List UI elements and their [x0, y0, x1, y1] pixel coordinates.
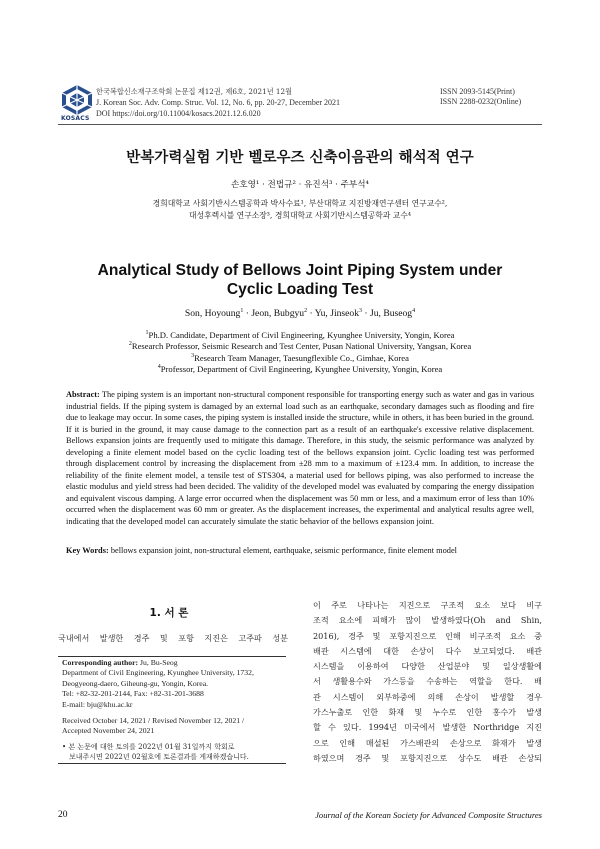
right-line-7: 관 시스템이 외부하중에 의해 손상이 발생할 경우	[313, 691, 542, 702]
journal-name-en: J. Korean Soc. Adv. Comp. Struc. Vol. 12, No. 6, pp. 20-27, December 2021	[96, 98, 341, 107]
author-3: Yu, Jinseok$^3$	[314, 307, 362, 319]
corresponding-email[interactable]: E-mail: bju@khu.ac.kr	[62, 699, 133, 709]
right-line-8: 가스누출로 인한 화재 및 누수로 인한 홍수가 발생	[313, 707, 542, 718]
corresponding-line-3: Tel: +82-32-201-2144, Fax: +82-31-201-3688	[62, 689, 204, 699]
right-line-10: 으로 인해 매설된 가스배관의 손상으로 화재가 발생	[313, 737, 542, 748]
right-line-5: 시스템을 이용하여 다양한 산업분야 및 일상생활에	[313, 661, 542, 672]
corresponding-rule	[58, 656, 286, 657]
section-heading-introduction: 1. 서 론	[149, 607, 189, 619]
intro-first-line: 국내에서 발생한 경주 및 포항 지진은 고주파 성분	[58, 633, 288, 643]
issn-print: ISSN 2093-5145(Print)	[440, 87, 515, 96]
right-line-1: 이 주로 나타나는 지진으로 구조적 요소 보다 비구	[313, 600, 542, 610]
doi[interactable]: DOI https://doi.org/10.11004/kosacs.2021.12.6.020	[96, 109, 261, 118]
corresponding-name: Ju, Bu-Seog	[140, 658, 178, 667]
journal-name-kr: 한국복합신소재구조학회 논문집 제12권, 제6호, 2021년 12월	[96, 87, 293, 96]
footer-journal-name: Journal of the Korean Society for Advanced Composite Structures	[315, 810, 542, 820]
right-line-9: 할 수 있다. 1994년 미국에서 발생한 Northridge 지진	[313, 722, 542, 733]
author-4: Ju, Buseog$^4$	[370, 307, 416, 319]
affiliation-2: $^2$Research Professor, Seismic Research and Test Center, Pusan National University, Yangsan, Korea	[128, 341, 472, 352]
korean-affiliation-1: 경희대학교 사회기반시스템공학과 박사수료¹, 부산대학교 지진방재연구센터 연구교수²,	[152, 199, 448, 208]
keywords	[66, 546, 534, 555]
note-rule	[58, 763, 286, 764]
affiliation-4: $^4$Professor, Department of Civil Engineering, Kyunghee University, Yongin, Korea	[157, 363, 443, 374]
corresponding-label: Corresponding author:	[62, 658, 139, 667]
english-authors: Son, Hoyoung$^1$ · Jeon, Bubgyu$^2$ · Yu, Jinseok$^3$ · Ju, Buseog$^4$	[184, 307, 416, 319]
right-line-11: 하였으며 경주 및 포항지진으로 상수도 배관 손상되	[313, 752, 542, 763]
right-column-text	[313, 598, 542, 766]
corresponding-author-block	[62, 658, 286, 710]
received-dates: Received October 14, 2021 / Revised November 12, 2021 / Accepted November 24, 2021	[62, 716, 245, 736]
logo-text: KOSACS	[61, 115, 90, 122]
english-affiliations	[0, 330, 600, 375]
author-2: Jeon, Bubgyu$^2$	[251, 307, 308, 319]
korean-affiliation-2: 대성후렉시블 연구소장³, 경희대학교 사회기반시스템공학과 교수⁴	[189, 211, 411, 220]
english-title-line-2: Cyclic Loading Test	[226, 281, 374, 298]
keywords-text: bellows expansion joint, non-structural element, earthquake, seismic performance, finite element model	[110, 546, 457, 555]
keywords-label: Key Words:	[66, 546, 109, 555]
abstract-label: Abstract:	[66, 390, 100, 399]
right-line-4: 배관 시스템에 대한 손상이 다수 보고되었다. 배관	[313, 645, 542, 656]
author-1: Son, Hoyoung$^1$	[184, 307, 244, 319]
right-line-3: 2016), 경주 및 포항지진으로 인해 비구조적 요소 중	[313, 630, 542, 641]
abstract-text: The piping system is an important non-structural component responsible for transporting energy such as water and gas in various industrial fields. If the piping system is damaged by an external load such as an earthquake, secondary damages such as flooding and fire due to leakage may occur. In some cases, the piping system is installed inside the structure, while in others, it has been buried in the ground. If it is buried in the ground, it may cause damage to the connection part as a result of an earthquake's excessive relative displacement. Bellows expansion joints are frequently used to mitigate this damage. Therefore, in this study, the seismic performance was analyzed by developing a finite element model based on the cyclic loading test of the bellows expansion joint. Cyclic loading test was performed through displacement control by increasing the displacement from ±28 mm to a maximum of ±123.4 mm. In addition, to increase the reliability of the finite element model, a tensile test of STS304, a material used for bellows piping, was also performed to increase the elastic modulus and yield stress had been decided. The validity of the developed model was evaluated by comparing the energy dissipation and equivalent viscous damping. A large error occurred when the displacement was 50 mm or less, and a maximum error of less than 10% occurred when the displacement was 60 mm or greater. As the displacement increases, the experimental and analytical results agree well, indicating that the developed model can accurately simulate the static behavior of the bellows expansion joint.	[66, 390, 535, 527]
corresponding-line-2: Deogyeong-daero, Giheung-gu, Yongin, Korea.	[62, 678, 209, 688]
kosacs-logo-icon	[59, 84, 95, 116]
right-line-2: 조적 요소에 피해가 많이 발생하였다(Oh and Shin,	[313, 615, 542, 626]
affiliation-1: $^1$Ph.D. Candidate, Department of Civil Engineering, Kyunghee University, Yongin, Korea	[145, 330, 455, 340]
abstract	[66, 389, 534, 528]
corresponding-line-1: Department of Civil Engineering, Kyunghee University, 1732,	[62, 668, 254, 678]
header-rule	[58, 124, 542, 125]
issn-online: ISSN 2288-0232(Online)	[440, 97, 522, 106]
page-number: 20	[58, 810, 68, 820]
affiliation-3: $^3$Research Team Manager, Taesungflexible Co., Gimhae, Korea	[191, 352, 409, 363]
korean-authors: 손호영¹ · 전법규² · 유진석³ · 주부석⁴	[231, 180, 369, 190]
journal-logo	[59, 84, 95, 124]
english-title-line-1: Analytical Study of Bellows Joint Piping System under	[97, 262, 503, 279]
right-line-6: 서 생활용수와 가스등을 수송하는 역할을 한다. 배	[313, 676, 542, 687]
discussion-note: • 본 논문에 대한 토의를 2022년 01월 31일까지 학회로 보내주시면 2022년 02월호에 토론결과를 게재하겠습니다.	[62, 743, 249, 761]
korean-title: 반복가력실험 기반 벨로우즈 신축이음관의 해석적 연구	[126, 150, 474, 166]
